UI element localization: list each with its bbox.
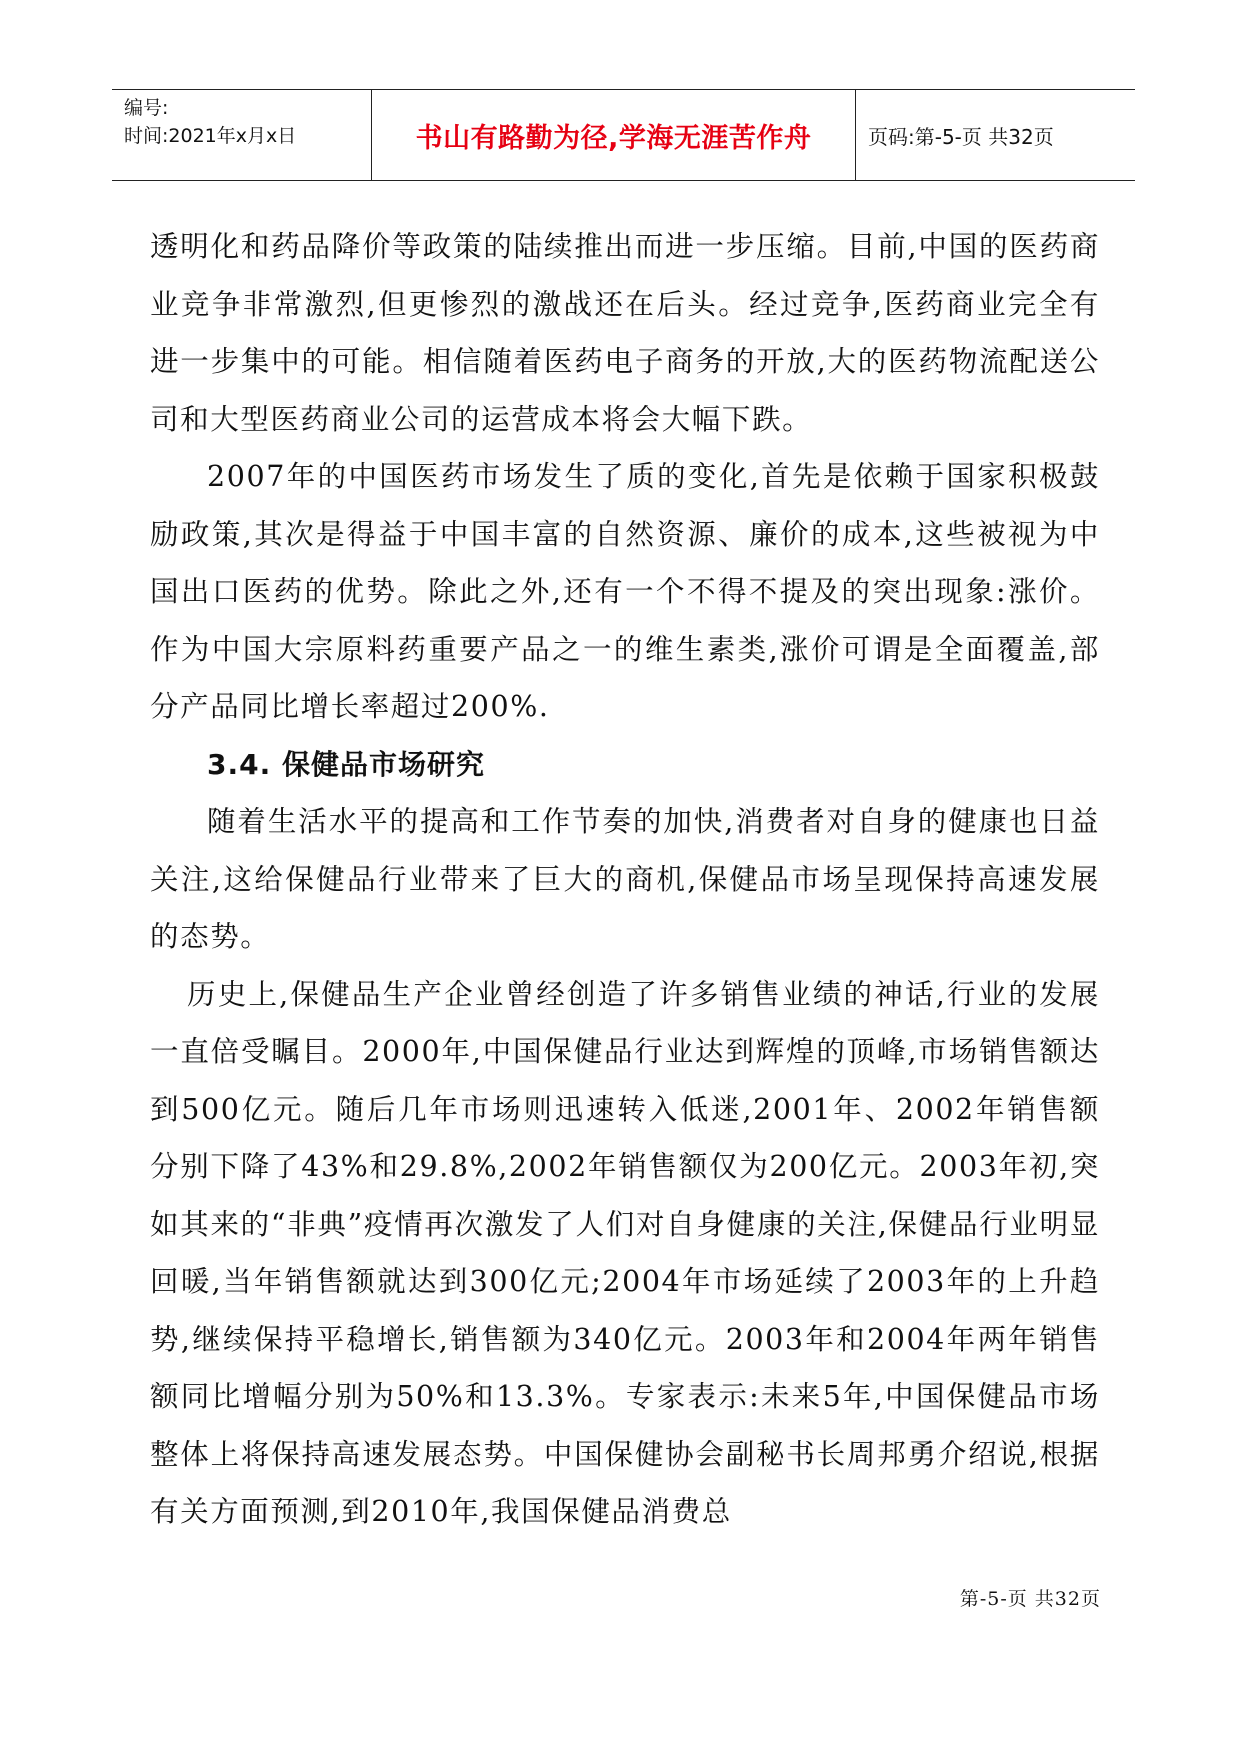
section-heading: 3.4. 保健品市场研究 xyxy=(207,747,485,781)
date-label: 时间:2021年x月x日 xyxy=(124,125,297,147)
paragraph: 2007年的中国医药市场发生了质的变化,首先是依赖于国家积极鼓励政策,其次是得益于中国丰富的自然资源、廉价的成本,这些被视为中国出口医药的优势。除此之外,还有一个不得不提及的突出现象:涨价。作为中国大宗原料药重要产品之一的维生素类,涨价可谓是全面覆盖,部分产品同比增长率超过200%. xyxy=(150,460,1100,723)
motto: 书山有路勤为径,学海无涯苦作舟 xyxy=(372,90,856,180)
paragraph: 透明化和药品降价等政策的陆续推出而进一步压缩。目前,中国的医药商业竞争非常激烈,但更惨烈的激战还在后头。经过竞争,医药商业完全有进一步集中的可能。相信随着医药电子商务的开放,大的医药物流配送公司和大型医药商业公司的运营成本将会大幅下跌。 xyxy=(150,230,1100,436)
header-meta xyxy=(112,90,372,180)
header-page-info: 页码:第-5-页 共32页 xyxy=(868,124,1054,149)
document-body xyxy=(150,218,1100,1541)
number-label: 编号: xyxy=(124,97,169,119)
page-footer: 第-5-页 共32页 xyxy=(959,1588,1101,1610)
page-header xyxy=(112,89,1135,181)
paragraph: 随着生活水平的提高和工作节奏的加快,消费者对自身的健康也日益关注,这给保健品行业带来了巨大的商机,保健品市场呈现保持高速发展的态势。 xyxy=(150,805,1100,953)
paragraph: 历史上,保健品生产企业曾经创造了许多销售业绩的神话,行业的发展一直倍受瞩目。2000年,中国保健品行业达到辉煌的顶峰,市场销售额达到500亿元。随后几年市场则迅速转入低迷,2001年、2002年销售额分别下降了43%和29.8%,2002年销售额仅为200亿元。2003年初,突如其来的“非典”疫情再次激发了人们对自身健康的关注,保健品行业明显回暖,当年销售额就达到300亿元;2004年市场延续了2003年的上升趋势,继续保持平稳增长,销售额为340亿元。2003年和2004年两年销售额同比增幅分别为50%和13.3%。专家表示:未来5年,中国保健品市场整体上将保持高速发展态势。中国保健协会副秘书长周邦勇介绍说,根据有关方面预测,到2010年,我国保健品消费总 xyxy=(150,977,1100,1528)
